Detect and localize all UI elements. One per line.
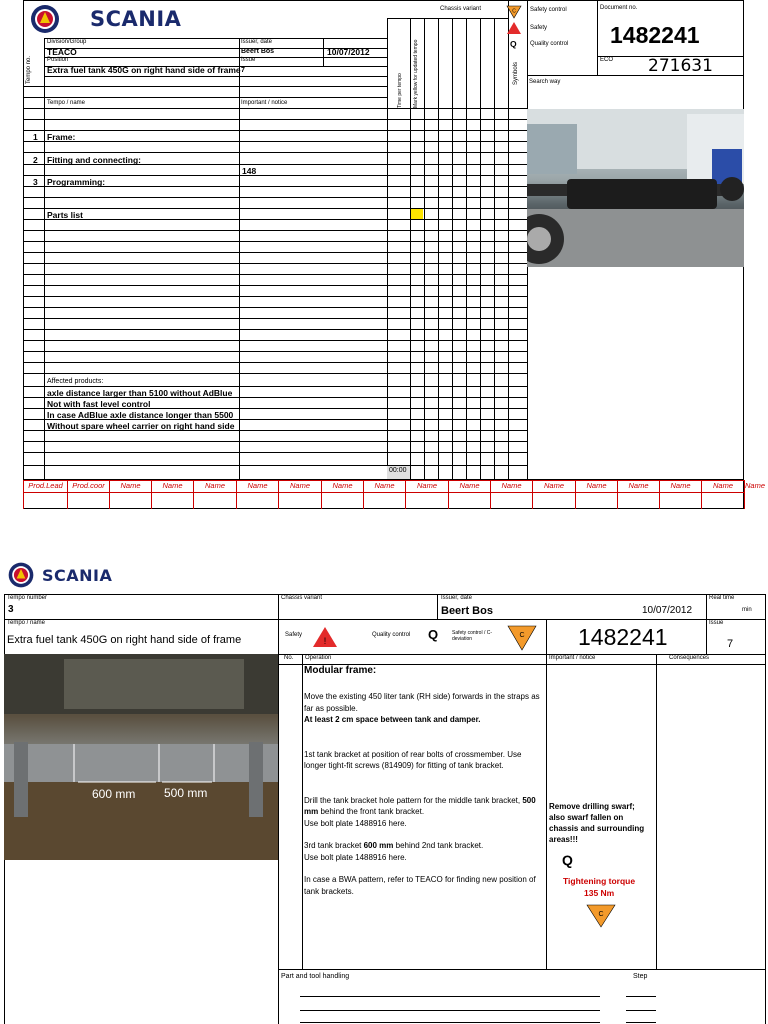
scania-logo <box>28 3 238 35</box>
signature-cell <box>363 480 405 509</box>
issue-value: 7 <box>241 67 245 74</box>
scania-logo-bottom <box>6 560 146 592</box>
signature-label: Name <box>628 481 649 490</box>
safety-control-label: Safety control / C-deviation <box>452 630 493 642</box>
row-name: Programming: <box>47 177 106 187</box>
row-name: Frame: <box>47 132 76 142</box>
signature-label: Name <box>459 481 480 490</box>
row-number: 2 <box>33 155 38 165</box>
operation-step: Move the existing 450 liter tank (RH side) forwards in the straps as far as possible. <box>304 692 540 713</box>
signature-label: Name <box>586 481 607 490</box>
quality-q-icon: Q <box>562 852 573 868</box>
operation-step: 3rd tank bracket 600 mm behind 2nd tank bracket. <box>304 841 484 850</box>
row-notice: 148 <box>242 166 257 176</box>
yellow-mark <box>411 209 423 219</box>
issuer-label: Issuer, date <box>241 39 273 45</box>
issue-label: Issue <box>241 57 256 63</box>
position-value: Extra fuel tank 450G on right hand side of frame <box>47 65 241 75</box>
date-value: 10/07/2012 <box>642 605 693 616</box>
signature-cell <box>109 480 151 509</box>
signature-cell <box>575 480 617 509</box>
signature-label: Name <box>247 481 268 490</box>
real-time-unit: min <box>742 607 752 613</box>
chassis-variant-label: Chassis variant <box>281 595 323 601</box>
quality-q-icon: Q <box>510 39 517 49</box>
signature-cell <box>193 480 236 509</box>
signature-cell <box>532 480 575 509</box>
signature-cell <box>448 480 490 509</box>
affected-product: axle distance larger than 5100 without AdBlue <box>47 388 233 398</box>
chassis-variant-label: Chassis variant <box>440 6 482 12</box>
issuer-label: Issuer, date <box>441 595 473 601</box>
affected-product: Not with fast level control <box>47 399 151 409</box>
step-label: Step <box>633 973 648 980</box>
safety-label: Safety <box>285 632 303 638</box>
signature-cell <box>701 480 744 509</box>
tempo-name-header: Tempo / name <box>47 100 86 106</box>
real-time-label: Real time <box>709 595 735 601</box>
eco-label: ECO <box>600 57 614 63</box>
operation-text <box>304 665 544 897</box>
document-no-label: Document no. <box>600 5 638 11</box>
important-header: Important / notice <box>241 100 288 106</box>
issue-value: 7 <box>727 638 734 650</box>
safety-control-legend: Safety control <box>530 7 567 13</box>
document-no-value: 1482241 <box>578 624 668 650</box>
tempo-no-label: Tempo no. <box>26 55 32 84</box>
safety-warning-icon <box>506 21 522 40</box>
quality-q-icon: Q <box>428 627 439 642</box>
signature-cell <box>321 480 363 509</box>
quality-label: Quality control <box>372 632 411 638</box>
eco-value: 271631 <box>648 56 713 76</box>
signature-cell <box>490 480 532 509</box>
symbols-label: Symbols <box>513 61 519 85</box>
griffin-emblem-icon <box>6 560 36 590</box>
signature-label: Name <box>289 481 310 490</box>
signature-label: Name <box>501 481 522 490</box>
row-name: Parts list <box>47 210 83 220</box>
torque-label: Tightening torque <box>563 876 636 886</box>
operation-step: Drill the tank bracket hole pattern for the middle tank bracket, 500 mm behind the front tank bracket. <box>304 795 536 816</box>
col-operation-header: Operation <box>305 655 332 661</box>
col-consequences-header: Consequences <box>669 655 710 661</box>
operation-step: Use bolt plate 1488916 here. <box>304 852 407 862</box>
parts-handling-label: Part and tool handling <box>281 973 350 980</box>
affected-label: Affected products: <box>47 378 104 385</box>
issuer-value: Beert Bos <box>441 605 493 617</box>
signature-label: Prod.coor <box>72 481 105 490</box>
row-name: Fitting and connecting: <box>47 155 141 165</box>
signature-cell <box>659 480 701 509</box>
issuer-value: Beert Bos <box>241 48 275 55</box>
measurement-label: 600 mm <box>92 787 136 801</box>
signature-label: Name <box>670 481 691 490</box>
total-time: 00:00 <box>389 467 407 474</box>
operation-step: In case a BWA pattern, refer to TEACO for finding new position of tank brackets. <box>304 875 536 896</box>
safety-control-c-icon <box>586 904 616 933</box>
logo-wordmark: SCANIA <box>90 7 182 31</box>
signature-label: Name <box>332 481 353 490</box>
signature-cell <box>617 480 659 509</box>
search-way-label: Search way <box>529 79 561 85</box>
signature-cell <box>67 480 109 509</box>
drilling-swarf-warning: Remove drilling swarf; also swarf fallen on chassis and surrounding areas!!! <box>549 802 645 844</box>
quality-control-legend: Quality control <box>530 41 569 47</box>
torque-value: 135 Nm <box>584 888 615 898</box>
safety-control-c-icon <box>507 625 537 656</box>
col-no-header: No. <box>284 655 294 661</box>
signature-cell: Name <box>744 480 745 509</box>
svg-text:C: C <box>598 911 604 918</box>
signature-cell <box>405 480 448 509</box>
logo-wordmark: SCANIA <box>42 566 113 585</box>
signature-label: Name <box>374 481 395 490</box>
date-value: 10/07/2012 <box>327 47 370 57</box>
signature-label: Prod.Lead <box>28 481 63 490</box>
signature-label: Name <box>162 481 183 490</box>
operation-title: Modular frame: <box>304 665 377 676</box>
signature-label: Name <box>712 481 733 490</box>
tempo-name-value: Extra fuel tank 450G on right hand side of frame <box>7 634 242 646</box>
frame-measurement-photo <box>4 654 278 860</box>
operation-step: Use bolt plate 1488916 here. <box>304 818 407 828</box>
signature-label: Name <box>543 481 564 490</box>
signature-cell <box>23 480 67 509</box>
time-per-tempo-label: Time per tempo <box>397 73 403 108</box>
document-no-value: 1482241 <box>610 22 700 48</box>
measurement-label: 500 mm <box>164 786 208 800</box>
safety-legend: Safety <box>530 25 548 31</box>
affected-product: Without spare wheel carrier on right hand side <box>47 421 235 431</box>
svg-text:C: C <box>519 632 525 639</box>
position-label: Position <box>47 57 69 63</box>
row-number: 1 <box>33 132 38 142</box>
tempo-number-label: Tempo number <box>7 595 48 601</box>
signature-cell <box>151 480 193 509</box>
svg-text:!: ! <box>323 636 327 646</box>
affected-product: In case AdBlue axle distance longer than 5500 <box>47 410 234 420</box>
chassis-photo <box>527 109 744 267</box>
issue-label: Issue <box>709 620 724 626</box>
division-label: Division/Group <box>47 39 87 45</box>
signature-label: Name <box>204 481 225 490</box>
tempo-number-value: 3 <box>8 604 14 615</box>
signature-cell <box>236 480 278 509</box>
griffin-emblem-icon <box>28 3 62 35</box>
signature-cell <box>278 480 321 509</box>
mark-yellow-label: Mark yellow for updated tempo <box>413 39 419 108</box>
safety-warning-icon <box>312 626 338 653</box>
division-value: TEACO <box>47 47 77 57</box>
row-number: 3 <box>33 177 38 187</box>
col-important-header: Important / notice <box>549 655 596 661</box>
svg-text:C: C <box>512 8 516 15</box>
tempo-name-label: Tempo / name <box>7 620 46 626</box>
signature-label: Name <box>120 481 141 490</box>
signature-label: Name <box>416 481 437 490</box>
operation-step: 1st tank bracket at position of rear bolts of crossmember. Use longer tight-fit screws (814909) for fitting of tank bracket. <box>304 749 522 770</box>
operation-step: At least 2 cm space between tank and damper. <box>304 715 481 724</box>
